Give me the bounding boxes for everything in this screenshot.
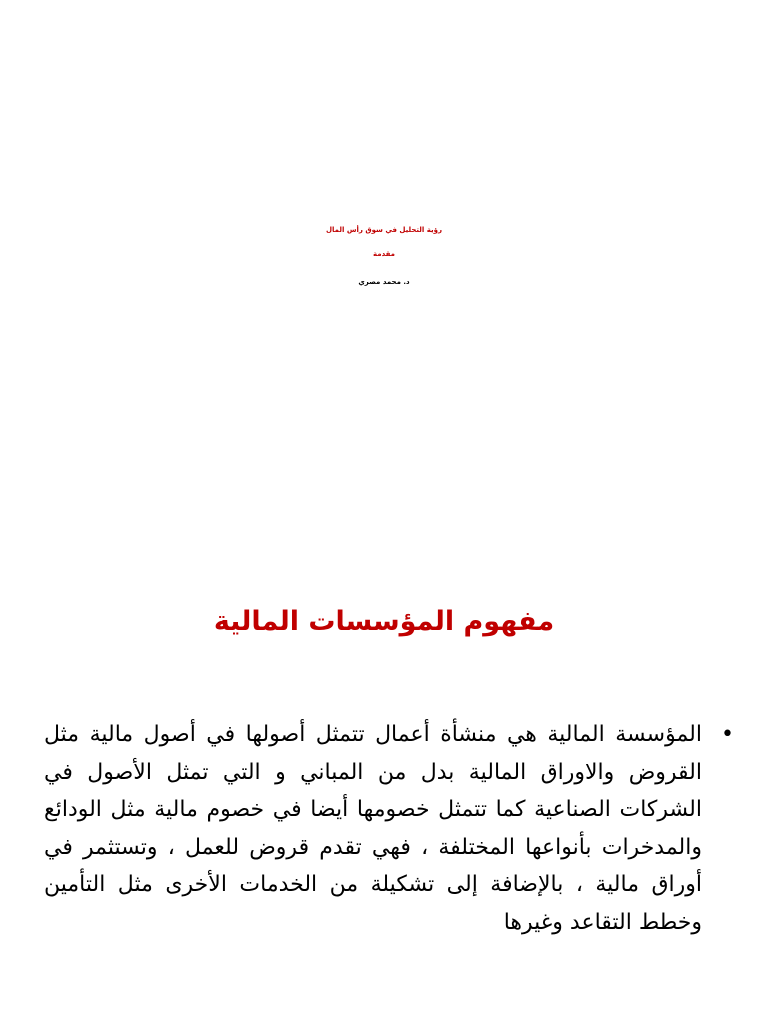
bullet-marker: •: [721, 722, 734, 747]
slide1-subtitle: مقدمة: [373, 250, 395, 258]
slide1-title: رؤية التحليل في سوق رأس المال: [325, 226, 443, 234]
slide1-author: د. محمد مصري: [358, 278, 410, 286]
slide2-body: [44, 716, 734, 941]
slide2-title: مفهوم المؤسسات المالية: [213, 606, 555, 637]
slide2-body-text: المؤسسة المالية هي منشأة أعمال تتمثل أصولها في أصول مالية مثل القروض والاوراق المالية بدل من المباني و التي تمثل الأصول في الشركات الصناعية كما تتمثل خصومها أيضا في خصوم مالية مثل الودائع والمدخرات بأنواعها المختلفة ، فهي تقدم قروض للعمل ، وتستثمر في أوراق مالية ، بالإضافة إلى تشكيلة من الخدمات الأخرى مثل التأمين وخطط التقاعد وغيرها: [44, 722, 702, 935]
